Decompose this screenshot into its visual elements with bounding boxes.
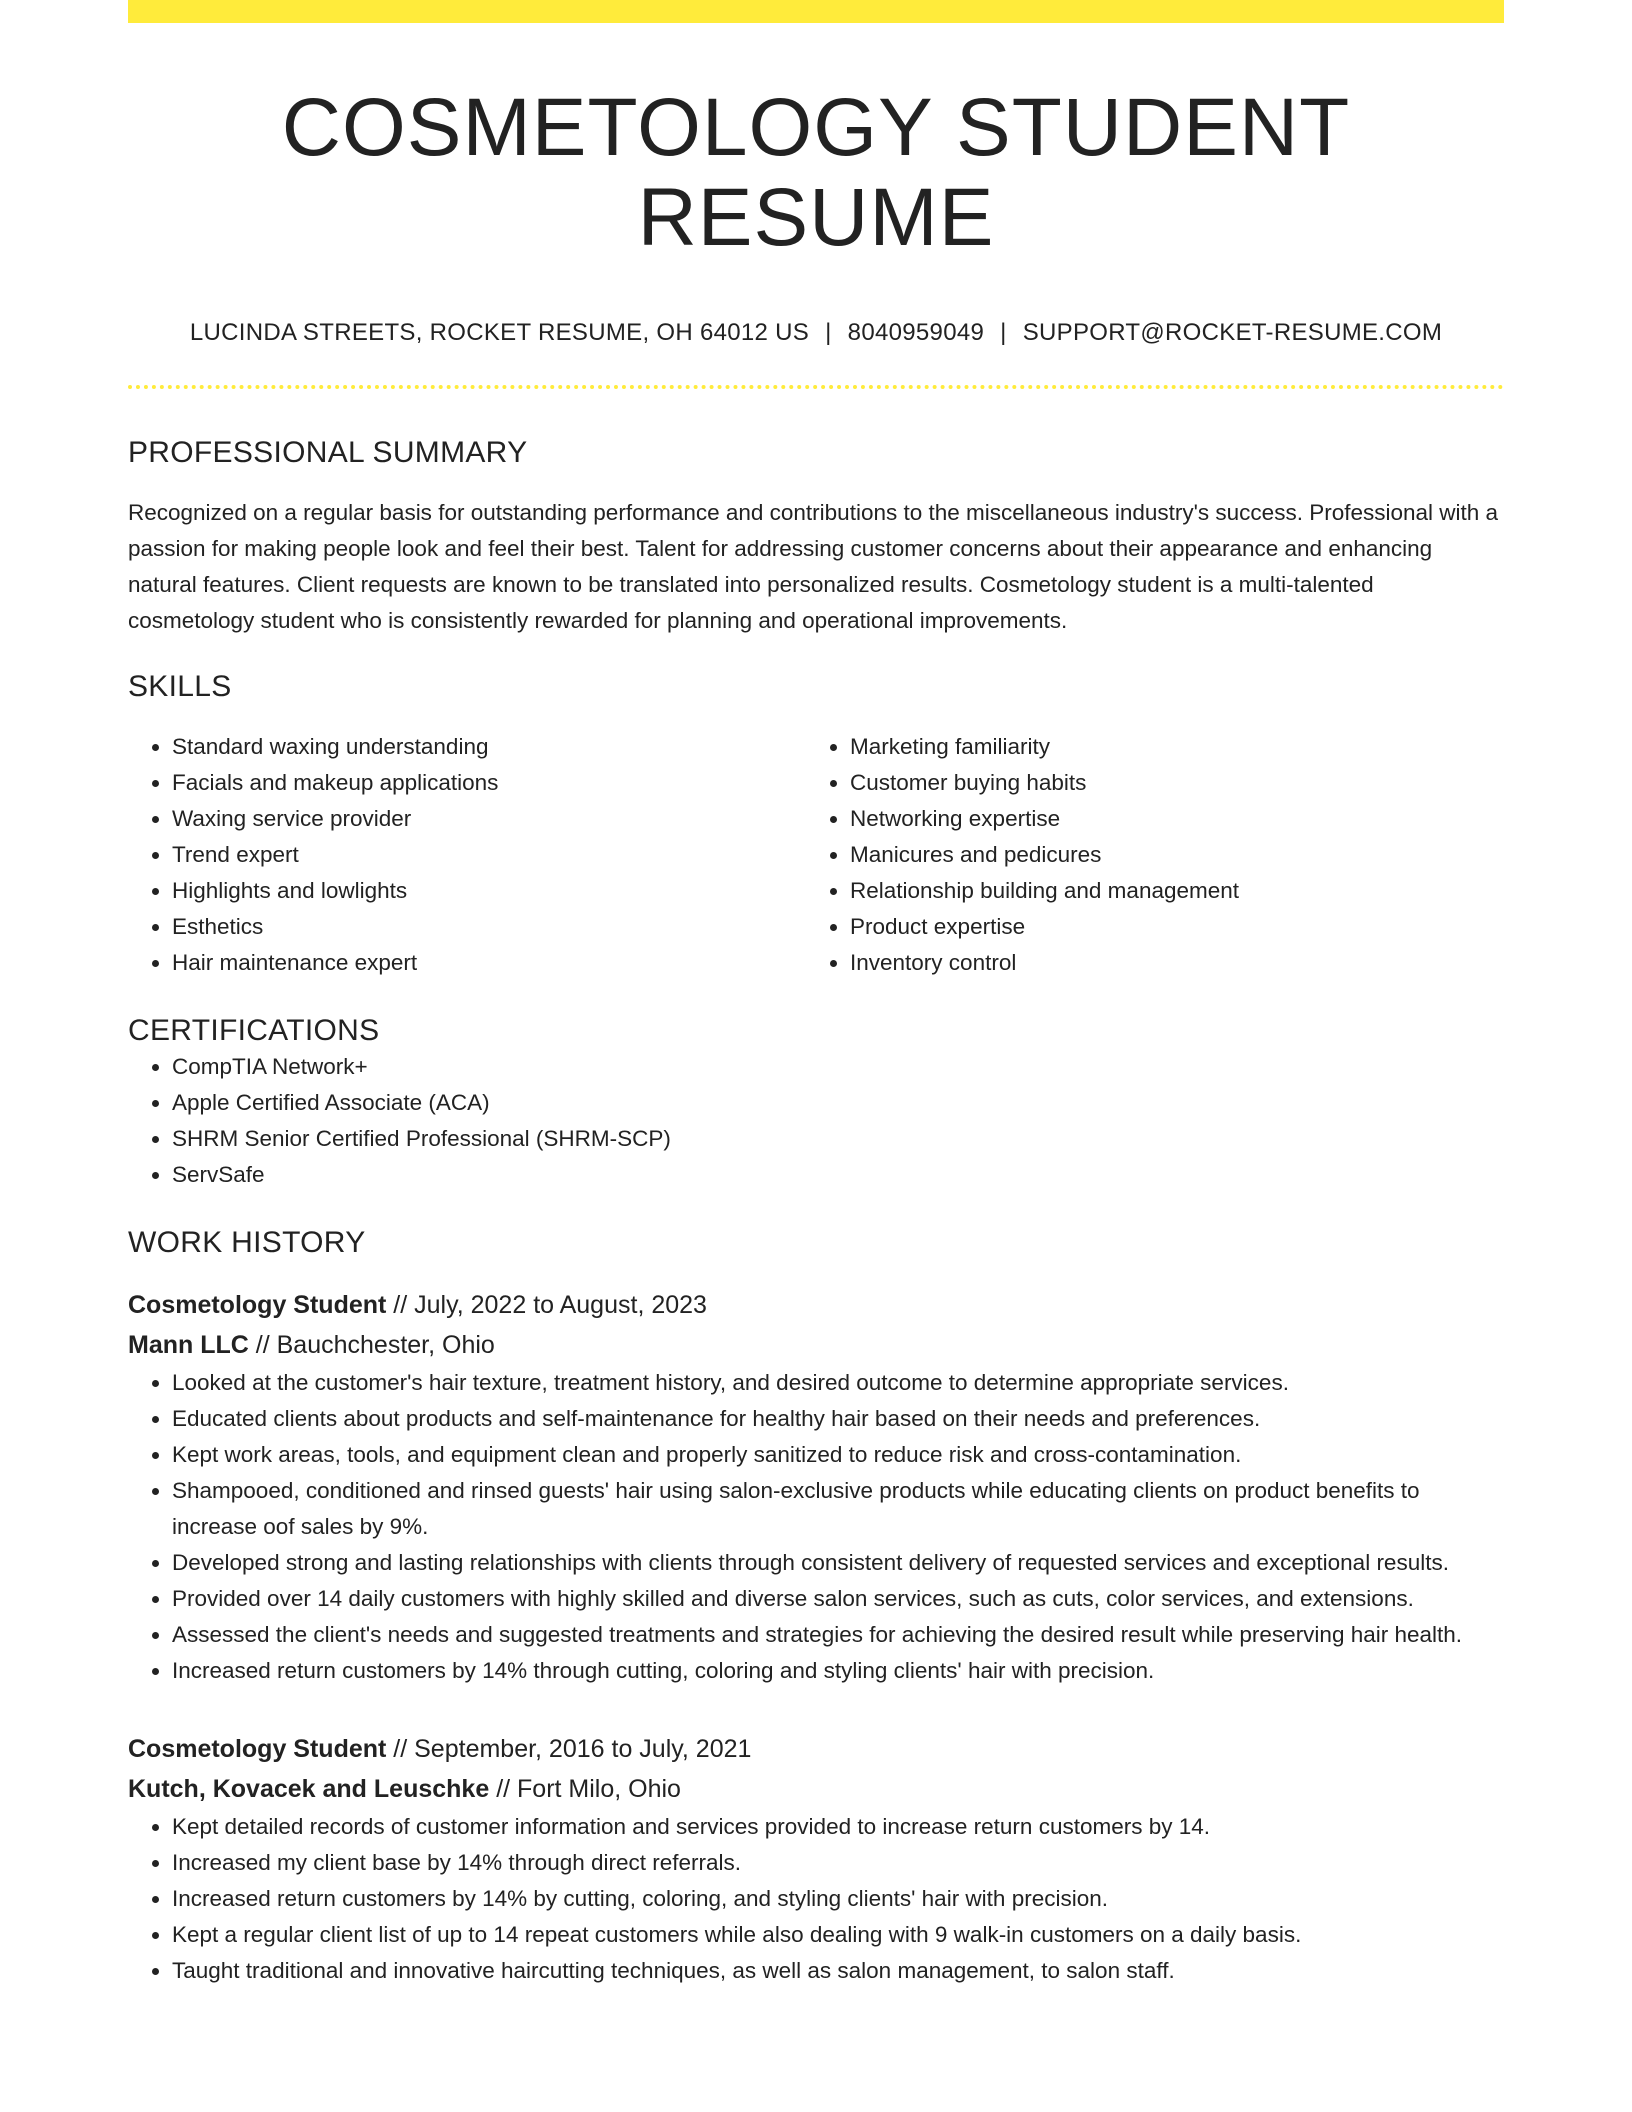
skills-column-right — [806, 729, 1484, 981]
job-company: Mann LLC — [128, 1331, 249, 1360]
job-bullets — [128, 1809, 1504, 1989]
skills-list-left — [128, 729, 806, 981]
job-title: Cosmetology Student — [128, 1291, 387, 1320]
skills-columns — [128, 729, 1504, 981]
skills-list-right — [806, 729, 1484, 981]
job-location: // Fort Milo, Ohio — [496, 1775, 681, 1804]
contact-line — [128, 319, 1504, 347]
job-bullet: • Looked at the customer's hair texture, treatment history, and desired outcome to determine appropriate services. — [172, 1365, 1504, 1401]
skill-item: • Hair maintenance expert — [172, 945, 806, 981]
skill-item: • Standard waxing understanding — [172, 729, 806, 765]
job-title-line — [128, 1729, 1504, 1769]
certifications-heading: CERTIFICATIONS — [128, 1014, 380, 1048]
job-bullets — [128, 1365, 1504, 1689]
certifications-list — [128, 1049, 1504, 1193]
job-title: Cosmetology Student — [128, 1735, 387, 1764]
job-bullet: • Assessed the client's needs and suggested treatments and strategies for achieving the desired result while preserving hair health. — [172, 1617, 1504, 1653]
resume-title: COSMETOLOGY STUDENT RESUME — [281, 82, 1351, 264]
job-company: Kutch, Kovacek and Leuschke — [128, 1775, 490, 1804]
job-bullet: • Kept detailed records of customer information and services provided to increase return customers by 14. — [172, 1809, 1504, 1845]
job-bullet: • Kept a regular client list of up to 14 repeat customers while also dealing with 9 walk-in customers on a daily basis. — [172, 1917, 1504, 1953]
skill-item: • Trend expert — [172, 837, 806, 873]
skill-item: • Customer buying habits — [850, 765, 1484, 801]
job-company-line — [128, 1769, 1504, 1809]
certification-item: • ServSafe — [172, 1157, 1504, 1193]
skill-item: • Inventory control — [850, 945, 1484, 981]
skill-item: • Product expertise — [850, 909, 1484, 945]
job-entry — [128, 1285, 1504, 1689]
skill-item: • Waxing service provider — [172, 801, 806, 837]
job-bullet: • Shampooed, conditioned and rinsed guests' hair using salon-exclusive products while educating clients on product benefits to increase oof sales by 9%. — [172, 1473, 1504, 1545]
contact-address: LUCINDA STREETS, ROCKET RESUME, OH 64012 US — [189, 319, 810, 347]
job-dates: // September, 2016 to July, 2021 — [393, 1735, 752, 1764]
header-divider — [128, 385, 1504, 389]
skill-item: • Relationship building and management — [850, 873, 1484, 909]
job-dates: // July, 2022 to August, 2023 — [393, 1291, 707, 1320]
summary-heading: PROFESSIONAL SUMMARY — [128, 436, 528, 470]
work-history-heading: WORK HISTORY — [128, 1226, 366, 1260]
skill-item: • Marketing familiarity — [850, 729, 1484, 765]
job-bullet: • Kept work areas, tools, and equipment clean and properly sanitized to reduce risk and cross-contamination. — [172, 1437, 1504, 1473]
resume-content — [128, 0, 1504, 1989]
job-location: // Bauchchester, Ohio — [255, 1331, 495, 1360]
job-entry — [128, 1729, 1504, 1989]
job-bullet: • Increased my client base by 14% through direct referrals. — [172, 1845, 1504, 1881]
skill-item: • Facials and makeup applications — [172, 765, 806, 801]
skills-heading: SKILLS — [128, 670, 232, 704]
contact-email: SUPPORT@ROCKET-RESUME.COM — [1022, 319, 1443, 347]
job-title-line — [128, 1285, 1504, 1325]
job-bullet: • Increased return customers by 14% by cutting, coloring, and styling clients' hair with precision. — [172, 1881, 1504, 1917]
skill-item: • Manicures and pedicures — [850, 837, 1484, 873]
skill-item: • Networking expertise — [850, 801, 1484, 837]
job-bullet: • Educated clients about products and self-maintenance for healthy hair based on their needs and preferences. — [172, 1401, 1504, 1437]
job-bullet: • Developed strong and lasting relationships with clients through consistent delivery of requested services and exceptional results. — [172, 1545, 1504, 1581]
certification-item: • CompTIA Network+ — [172, 1049, 1504, 1085]
certification-item: • Apple Certified Associate (ACA) — [172, 1085, 1504, 1121]
job-bullet: • Provided over 14 daily customers with highly skilled and diverse salon services, such as cuts, color services, and extensions. — [172, 1581, 1504, 1617]
job-bullet: • Taught traditional and innovative haircutting techniques, as well as salon management, to salon staff. — [172, 1953, 1504, 1989]
skill-item: • Esthetics — [172, 909, 806, 945]
contact-separator: | — [1000, 319, 1007, 347]
job-bullet: • Increased return customers by 14% through cutting, coloring and styling clients' hair with precision. — [172, 1653, 1504, 1689]
top-accent-bar — [128, 0, 1504, 23]
contact-separator: | — [825, 319, 832, 347]
certification-item: • SHRM Senior Certified Professional (SHRM-SCP) — [172, 1121, 1504, 1157]
summary-text: Recognized on a regular basis for outstanding performance and contributions to the miscellaneous industry's success. Professional with a passion for making people look and feel their best. Talent for addressing customer concerns about their appearance and enhancing natural features. Client requests are known to be translated into personalized results. Cosmetology student is a multi-talented cosmetology student who is consistently rewarded for planning and operational improvements. — [128, 500, 1499, 634]
contact-phone: 8040959049 — [847, 319, 985, 347]
skills-column-left — [128, 729, 806, 981]
job-company-line — [128, 1325, 1504, 1365]
skill-item: • Highlights and lowlights — [172, 873, 806, 909]
